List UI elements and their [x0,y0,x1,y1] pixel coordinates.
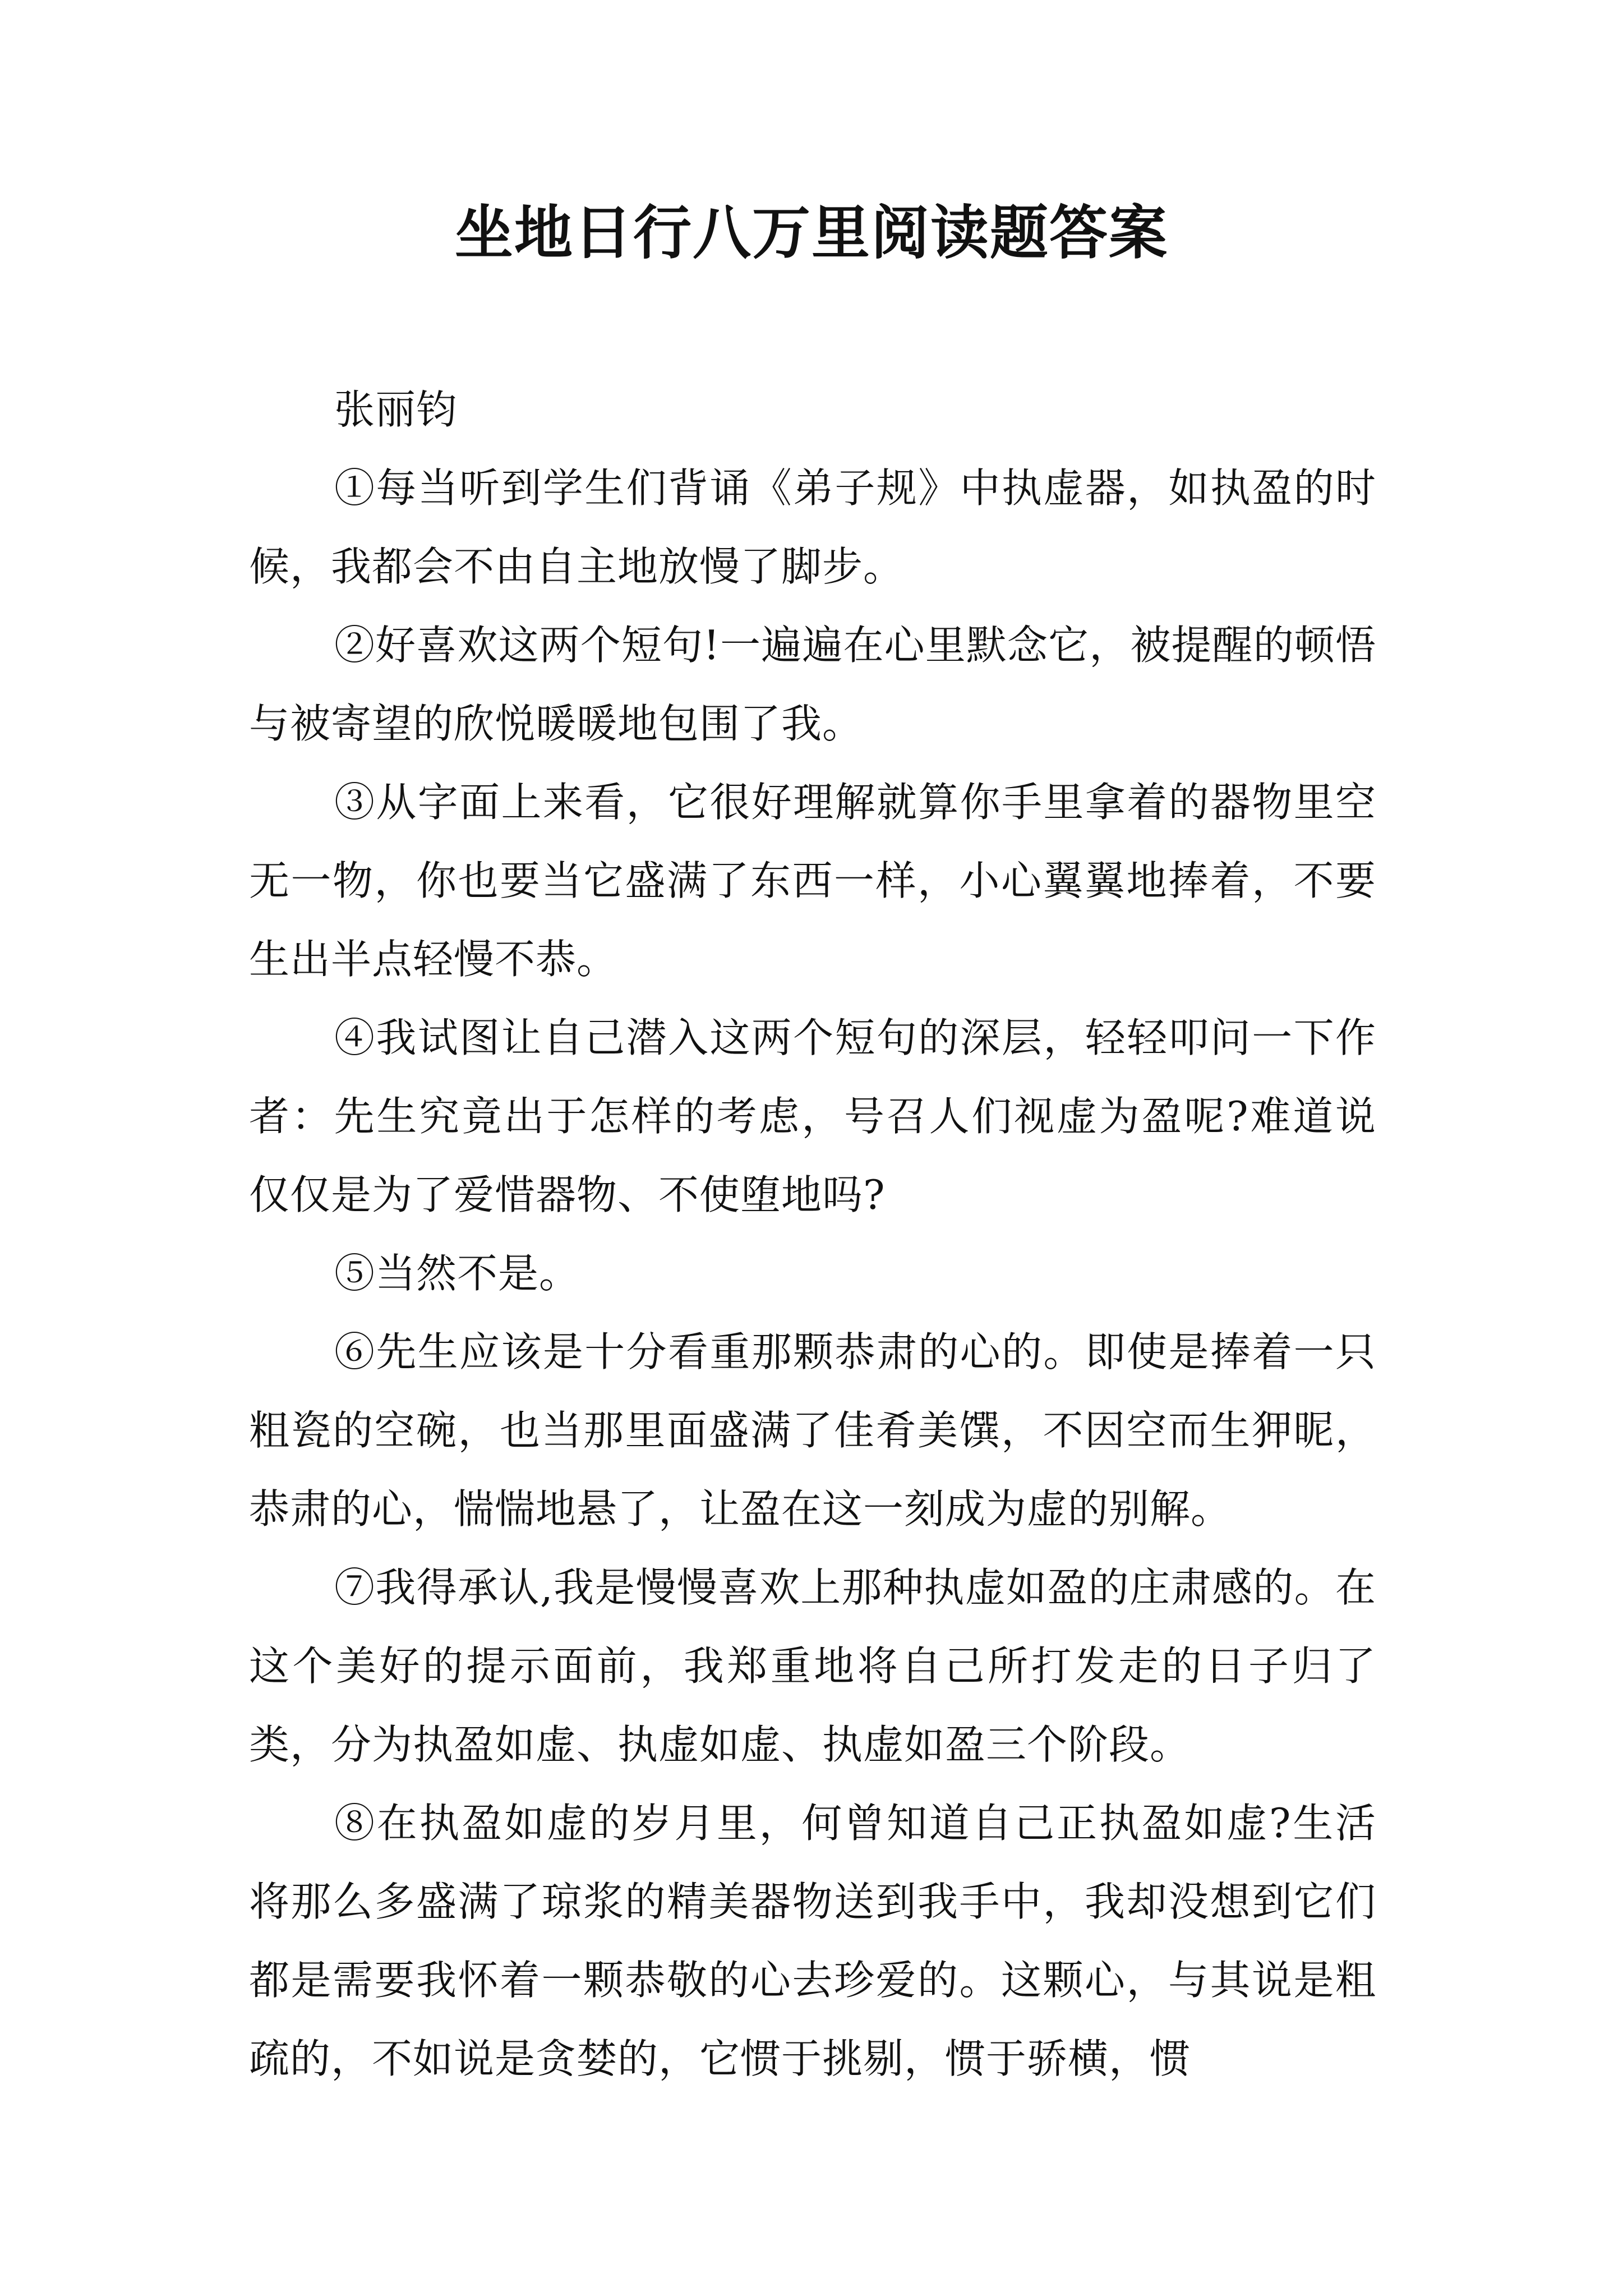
document-title: 坐地日行八万里阅读题答案 [454,198,1168,267]
document-body [249,370,1376,2098]
paragraph-6: ⑥先生应该是十分看重那颗恭肃的心的。即使是捧着一只粗瓷的空碗，也当那里面盛满了佳肴美馔，不因空而生狎昵，恭肃的心，惴惴地悬了，让盈在这一刻成为虚的别解。 [249,1328,1376,1533]
paragraph-1: ①每当听到学生们背诵《弟子规》中执虚器，如执盈的时候，我都会不由自主地放慢了脚步。 [249,464,1376,590]
paragraph-4: ④我试图让自己潜入这两个短句的深层，轻轻叩问一下作者：先生究竟出于怎样的考虑，号召人们视虚为盈呢?难道说仅仅是为了爱惜器物、不使堕地吗? [249,1014,1376,1218]
paragraph-5: ⑤当然不是。 [334,1250,580,1297]
paragraph-8: ⑧在执盈如虚的岁月里，何曾知道自己正执盈如虚?生活将那么多盛满了琼浆的精美器物送到我手中，我却没想到它们都是需要我怀着一颗恭敬的心去珍爱的。这颗心，与其说是粗疏的，不如说是贪婪的，它惯于挑剔，惯于骄横，惯 [249,1800,1376,2082]
paragraph-3: ③从字面上来看，它很好理解就算你手里拿着的器物里空无一物，你也要当它盛满了东西一样，小心翼翼地捧着，不要生出半点轻慢不恭。 [249,779,1376,983]
paragraph-7: ⑦我得承认,我是慢慢喜欢上那种执虚如盈的庄肃感的。在这个美好的提示面前，我郑重地将自己所打发走的日子归了类，分为执盈如虚、执虚如虚、执虚如盈三个阶段。 [249,1564,1376,1768]
paragraph-2: ②好喜欢这两个短句!一遍遍在心里默念它，被提醒的顿悟与被寄望的欣悦暖暖地包围了我。 [249,622,1376,747]
author-line: 张丽钧 [334,386,458,433]
